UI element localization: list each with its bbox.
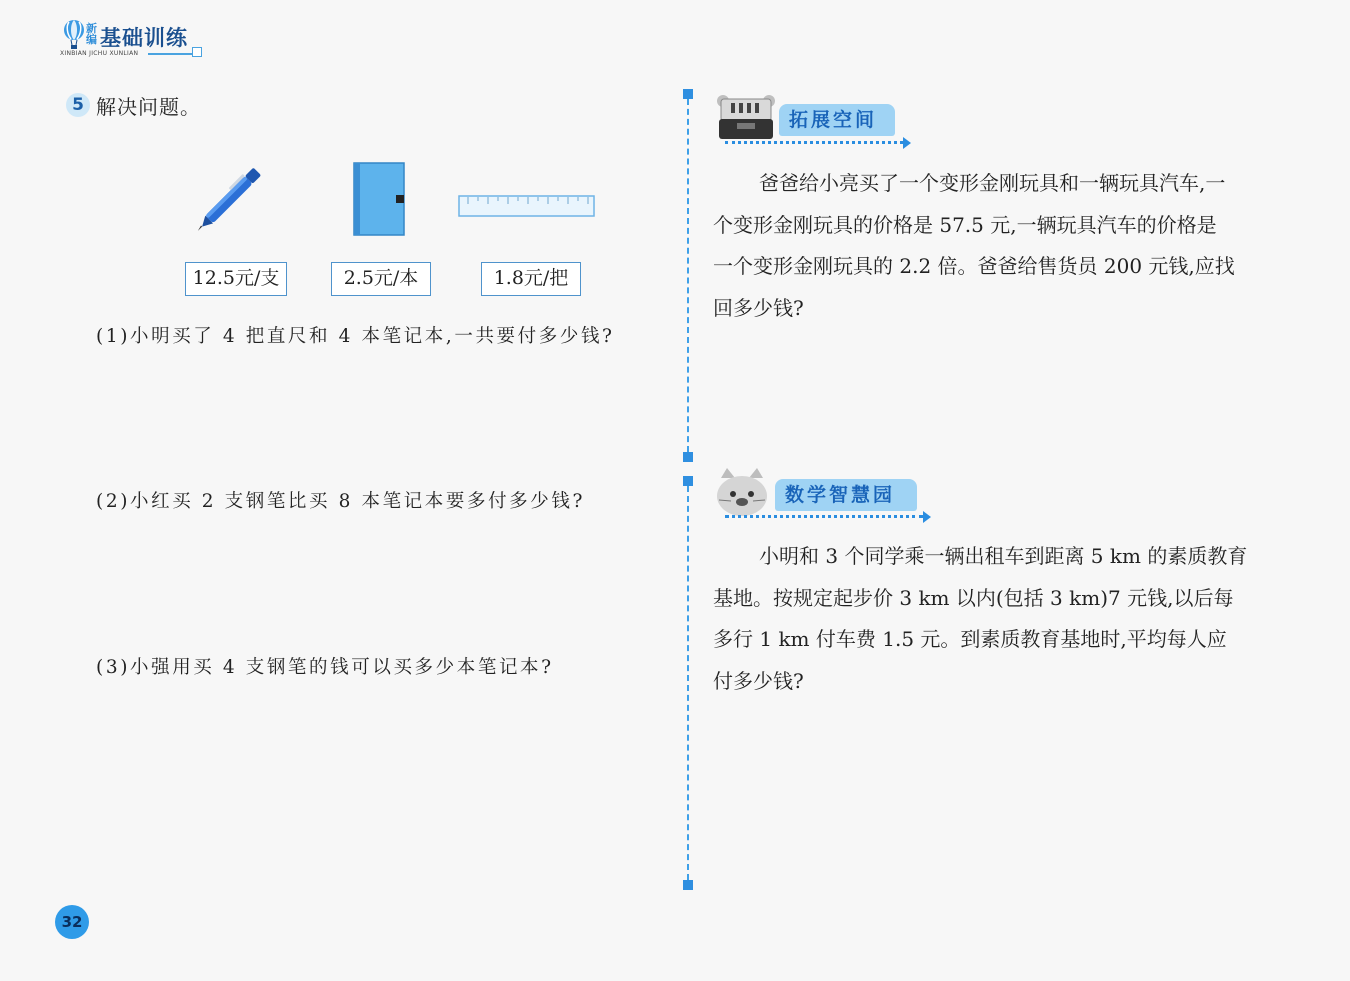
paragraph-line: 基地。按规定起步价 3 km 以内(包括 3 km)7 元钱,以后每 <box>713 585 1234 610</box>
logo-title: 基础训练 <box>100 26 188 50</box>
question-title: 解决问题。 <box>96 95 201 119</box>
arrow-right-icon <box>903 137 911 149</box>
extension-dotted-line <box>725 141 903 144</box>
logo-xinbian: 新 编 <box>86 22 97 46</box>
series-logo <box>60 20 210 62</box>
extension-label: 拓展空间 <box>779 104 895 136</box>
question-number: 5 <box>66 93 90 117</box>
wisdom-dotted-line <box>725 515 923 518</box>
wisdom-label: 数学智慧园 <box>775 479 917 511</box>
paragraph-line: 一个变形金刚玩具的 2.2 倍。爸爸给售货员 200 元钱,应找 <box>713 254 1235 278</box>
price-notebook: 2.5元/本 <box>331 262 431 296</box>
divider-marker <box>683 452 693 462</box>
paragraph-line: 个变形金刚玩具的价格是 57.5 元,一辆玩具汽车的价格是 <box>713 212 1217 237</box>
sub-question-1: (1)小明买了 4 把直尺和 4 本笔记本,一共要付多少钱? <box>96 326 615 347</box>
column-divider <box>687 99 689 452</box>
paragraph-line: 回多少钱? <box>713 295 804 320</box>
logo-square <box>192 47 202 57</box>
balloon-logo-icon <box>62 20 86 50</box>
divider-marker <box>683 880 693 890</box>
sub-question-3: (3)小强用买 4 支钢笔的钱可以买多少本笔记本? <box>96 657 554 678</box>
wisdom-problem <box>713 536 1313 702</box>
column-divider <box>687 486 689 880</box>
logo-subtitle: XINBIAN JICHU XUNLIAN <box>60 50 139 57</box>
sub-question-2: (2)小红买 2 支钢笔比买 8 本笔记本要多付多少钱? <box>96 491 585 512</box>
pen-icon <box>190 152 280 234</box>
paragraph-line: 多行 1 km 付车费 1.5 元。到素质教育基地时,平均每人应 <box>713 627 1227 651</box>
price-ruler: 1.8元/把 <box>481 262 581 296</box>
paragraph-line: 付多少钱? <box>713 668 804 693</box>
extension-problem <box>713 163 1313 329</box>
arrow-right-icon <box>923 511 931 523</box>
ruler-icon <box>458 195 596 219</box>
paragraph-line: 小明和 3 个同学乘一辆出租车到距离 5 km 的素质教育 <box>759 544 1248 568</box>
notebook-icon <box>352 161 406 237</box>
robot-mascot-icon <box>713 93 779 143</box>
divider-marker <box>683 476 693 486</box>
cat-mascot-icon <box>713 468 771 518</box>
price-pen: 12.5元/支 <box>185 262 287 296</box>
page-number: 32 <box>55 905 89 939</box>
paragraph-line: 爸爸给小亮买了一个变形金刚玩具和一辆玩具汽车,一 <box>759 171 1226 195</box>
divider-marker <box>683 89 693 99</box>
